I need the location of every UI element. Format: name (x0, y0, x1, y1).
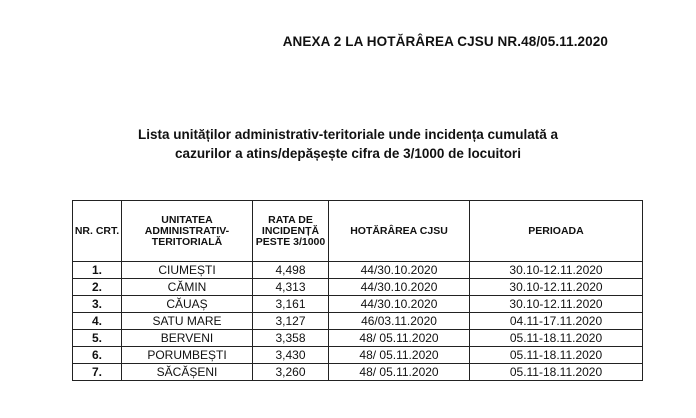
header-rata: RATA DE INCIDENȚĂ PESTE 3/1000 (253, 201, 329, 262)
title-line-2: cazurilor a atins/depășește cifra de 3/1000 de locuitori (175, 146, 521, 161)
cell-uat: PORUMBEȘTI (122, 347, 253, 364)
table-row (73, 279, 643, 296)
document-title (0, 125, 696, 163)
cell-hotarare: 44/30.10.2020 (329, 296, 470, 313)
cell-nr: 5. (73, 330, 122, 347)
cell-perioada: 30.10-12.11.2020 (470, 279, 643, 296)
table-row (73, 262, 643, 279)
cell-rata: 3,161 (253, 296, 329, 313)
annex-heading: ANEXA 2 LA HOTĂRÂREA CJSU NR.48/05.11.2020 (282, 34, 608, 49)
cell-perioada: 30.10-12.11.2020 (470, 262, 643, 279)
cell-perioada: 30.10-12.11.2020 (470, 296, 643, 313)
cell-perioada: 04.11-17.11.2020 (470, 313, 643, 330)
cell-nr: 2. (73, 279, 122, 296)
header-uat: UNITATEA ADMINISTRATIV-TERITORIALĂ (122, 201, 253, 262)
cell-uat: CIUMEȘTI (122, 262, 253, 279)
cell-perioada: 05.11-18.11.2020 (470, 364, 643, 381)
cell-nr: 1. (73, 262, 122, 279)
header-hotarare: HOTĂRÂREA CJSU (329, 201, 470, 262)
cell-perioada: 05.11-18.11.2020 (470, 347, 643, 364)
cell-hotarare: 48/ 05.11.2020 (329, 347, 470, 364)
cell-uat: CĂUAȘ (122, 296, 253, 313)
cell-nr: 3. (73, 296, 122, 313)
cell-hotarare: 48/ 05.11.2020 (329, 364, 470, 381)
cell-rata: 4,498 (253, 262, 329, 279)
cell-rata: 3,260 (253, 364, 329, 381)
table-row (73, 347, 643, 364)
table-row (73, 364, 643, 381)
cell-rata: 3,127 (253, 313, 329, 330)
table-row (73, 313, 643, 330)
cell-rata: 3,430 (253, 347, 329, 364)
cell-nr: 6. (73, 347, 122, 364)
cell-perioada: 05.11-18.11.2020 (470, 330, 643, 347)
cell-uat: SATU MARE (122, 313, 253, 330)
cell-nr: 4. (73, 313, 122, 330)
cell-hotarare: 44/30.10.2020 (329, 279, 470, 296)
header-perioada: PERIOADA (470, 201, 643, 262)
cell-hotarare: 44/30.10.2020 (329, 262, 470, 279)
cell-nr: 7. (73, 364, 122, 381)
incidence-table (72, 200, 643, 381)
table-row (73, 330, 643, 347)
cell-hotarare: 48/ 05.11.2020 (329, 330, 470, 347)
cell-uat: BERVENI (122, 330, 253, 347)
table-row (73, 296, 643, 313)
cell-rata: 4,313 (253, 279, 329, 296)
table-header-row (73, 201, 643, 262)
cell-rata: 3,358 (253, 330, 329, 347)
cell-uat: SĂCĂȘENI (122, 364, 253, 381)
cell-hotarare: 46/03.11.2020 (329, 313, 470, 330)
header-nr: NR. CRT. (73, 201, 122, 262)
title-line-1: Lista unităților administrativ-teritoriale unde incidența cumulată a (137, 127, 559, 142)
cell-uat: CĂMIN (122, 279, 253, 296)
